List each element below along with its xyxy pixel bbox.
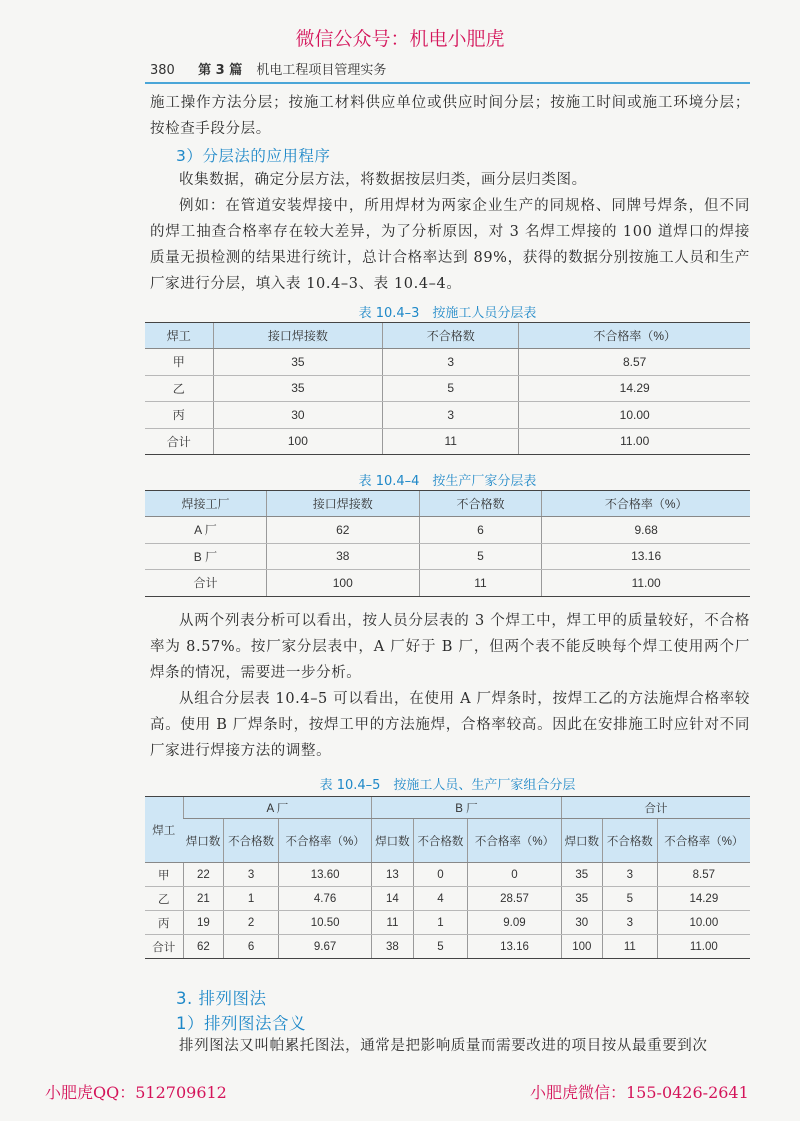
table-cell: 13.60 [278, 863, 371, 887]
table-cell: 丙 [145, 911, 183, 935]
table-cell: 13 [372, 863, 413, 887]
table-row [145, 402, 750, 429]
paragraph-5: 从组合分层表 10.4–5 可以看出，在使用 A 厂焊条时，按焊工乙的方法施焊合格率较高。使用 B 厂焊条时，按焊工甲的方法施焊，合格率较高。因此在安排施工时应针对不同厂家进行焊接方法的调整。 [150, 691, 750, 759]
table-row [145, 863, 750, 887]
table-cell: 35 [213, 375, 383, 402]
table-cell: 0 [468, 863, 561, 887]
table-cell: 38 [266, 543, 419, 570]
heading-pareto-meaning: 1）排列图法含义 [176, 1014, 306, 1033]
table-row [145, 911, 750, 935]
table-cell: 10.00 [519, 402, 750, 429]
table-cell: 合计 [145, 428, 213, 455]
table-cell: 1 [413, 911, 468, 935]
table-row [145, 428, 750, 455]
table-cell: 2 [224, 911, 279, 935]
watermark-bottom-right: 小肥虎微信：155-0426-2641 [530, 1083, 749, 1102]
table-cell: 21 [183, 887, 224, 911]
table-header: 不合格率（%） [468, 819, 561, 863]
table-row [145, 375, 750, 402]
table-cell: 合计 [145, 935, 183, 959]
header-title: 机电工程项目管理实务 [256, 63, 387, 78]
table-cell: 100 [561, 935, 602, 959]
table-header: 焊口数 [372, 819, 413, 863]
table-cell: 62 [183, 935, 224, 959]
table-cell: 11 [383, 428, 519, 455]
heading-application-procedure: 3）分层法的应用程序 [176, 147, 331, 165]
table-cell: 甲 [145, 349, 213, 376]
table-header: 不合格率（%） [542, 491, 750, 517]
table-cell: 28.57 [468, 887, 561, 911]
table-cell: 19 [183, 911, 224, 935]
heading-pareto-method: 3. 排列图法 [176, 989, 267, 1008]
table-cell: 35 [213, 349, 383, 376]
table-header: 不合格数 [602, 819, 657, 863]
table-header: 不合格数 [419, 491, 542, 517]
table-cell: 11.00 [519, 428, 750, 455]
table-cell: 100 [266, 570, 419, 597]
part-label: 第 3 篇 [198, 63, 243, 78]
table-group-header: 合计 [561, 797, 750, 819]
table-cell: 3 [383, 349, 519, 376]
table-row [145, 887, 750, 911]
table-cell: 35 [561, 887, 602, 911]
watermark-bottom-left: 小肥虎QQ：512709612 [45, 1083, 227, 1102]
watermark-top: 微信公众号：机电小肥虎 [295, 28, 505, 50]
table-cell: 100 [213, 428, 383, 455]
table-cell: 35 [561, 863, 602, 887]
table-cell: 9.68 [542, 517, 750, 544]
running-header [150, 59, 750, 78]
table-cell: 甲 [145, 863, 183, 887]
table-cell: 5 [602, 887, 657, 911]
table-cell: 乙 [145, 375, 213, 402]
table-cell: 11.00 [657, 935, 750, 959]
table-header: 焊口数 [561, 819, 602, 863]
header-rule [145, 82, 750, 84]
paragraph-4: 从两个列表分析可以看出，按人员分层表的 3 个焊工中，焊工甲的质量较好，不合格率为 8.57%。按厂家分层表中，A 厂好于 B 厂，但两个表不能反映每个焊工使用两个厂焊条的情况，需要进一步分析。 [150, 613, 750, 681]
table-cell: 3 [602, 911, 657, 935]
paragraph-3: 例如：在管道安装焊接中，所用焊材为两家企业生产的同规格、同牌号焊条，但不同的焊工抽查合格率存在较大差异，为了分析原因，对 3 名焊工焊接的 100 道焊口的焊接质量无损检测的结果进行统计，总计合格率达到 89%，获得的数据分别按施工人员和生产厂家进行分层，填入表 10.4–3、表 10.4–4。 [150, 198, 750, 292]
table-cell: 合计 [145, 570, 266, 597]
table-cell: 4.76 [278, 887, 371, 911]
table-header: 不合格率（%） [278, 819, 371, 863]
table-cell: 0 [413, 863, 468, 887]
table-cell: 9.67 [278, 935, 371, 959]
page-number: 380 [150, 63, 175, 78]
table-cell: 3 [383, 402, 519, 429]
paragraph-6: 排列图法又叫帕累托图法，通常是把影响质量而需要改进的项目按从最重要到次 [179, 1038, 708, 1054]
table-cell: 6 [224, 935, 279, 959]
table-1-caption: 表 10.4–3 按施工人员分层表 [358, 306, 537, 321]
table-row [145, 543, 750, 570]
table-cell: 30 [561, 911, 602, 935]
table-cell: 14.29 [519, 375, 750, 402]
table-cell: 3 [602, 863, 657, 887]
table-cell: 14.29 [657, 887, 750, 911]
table-cell: 11.00 [542, 570, 750, 597]
table-cell: 6 [419, 517, 542, 544]
table-combined [145, 796, 750, 959]
table-cell: A 厂 [145, 517, 266, 544]
table-cell: 乙 [145, 887, 183, 911]
table-row [145, 570, 750, 597]
paragraph-2: 收集数据，确定分层方法，将数据按层归类，画分层归类图。 [179, 172, 587, 188]
table-header: 不合格数 [383, 323, 519, 349]
table-2-caption: 表 10.4–4 按生产厂家分层表 [358, 474, 537, 489]
table-header: 焊工 [145, 323, 213, 349]
table-header: 焊接工厂 [145, 491, 266, 517]
table-cell: 8.57 [657, 863, 750, 887]
table-header: 不合格数 [224, 819, 279, 863]
table-cell: B 厂 [145, 543, 266, 570]
table-cell: 22 [183, 863, 224, 887]
table-3-caption: 表 10.4–5 按施工人员、生产厂家组合分层 [319, 778, 576, 793]
table-group-header: B 厂 [372, 797, 561, 819]
table-cell: 丙 [145, 402, 213, 429]
table-cell: 13.16 [468, 935, 561, 959]
table-header: 焊口数 [183, 819, 224, 863]
table-by-worker [145, 322, 750, 455]
table-header: 不合格率（%） [657, 819, 750, 863]
table-cell: 14 [372, 887, 413, 911]
table-row [145, 349, 750, 376]
table-cell: 62 [266, 517, 419, 544]
table-cell: 10.50 [278, 911, 371, 935]
table-cell: 30 [213, 402, 383, 429]
table-header: 不合格数 [413, 819, 468, 863]
table-cell: 9.09 [468, 911, 561, 935]
table-cell: 3 [224, 863, 279, 887]
table-header: 接口焊接数 [266, 491, 419, 517]
table-cell: 11 [372, 911, 413, 935]
table-cell: 8.57 [519, 349, 750, 376]
table-cell: 4 [413, 887, 468, 911]
table-cell: 5 [419, 543, 542, 570]
table-cell: 5 [413, 935, 468, 959]
table-by-manufacturer [145, 490, 750, 597]
table-header: 接口焊接数 [213, 323, 383, 349]
table-cell: 13.16 [542, 543, 750, 570]
table-cell: 1 [224, 887, 279, 911]
table-header: 焊工 [145, 797, 183, 863]
table-cell: 11 [419, 570, 542, 597]
table-group-header: A 厂 [183, 797, 372, 819]
table-row [145, 935, 750, 959]
table-cell: 11 [602, 935, 657, 959]
table-row [145, 517, 750, 544]
table-cell: 5 [383, 375, 519, 402]
table-header: 不合格率（%） [519, 323, 750, 349]
table-cell: 10.00 [657, 911, 750, 935]
paragraph-1: 施工操作方法分层；按施工材料供应单位或供应时间分层；按施工时间或施工环境分层；按检查手段分层。 [150, 95, 750, 137]
table-cell: 38 [372, 935, 413, 959]
